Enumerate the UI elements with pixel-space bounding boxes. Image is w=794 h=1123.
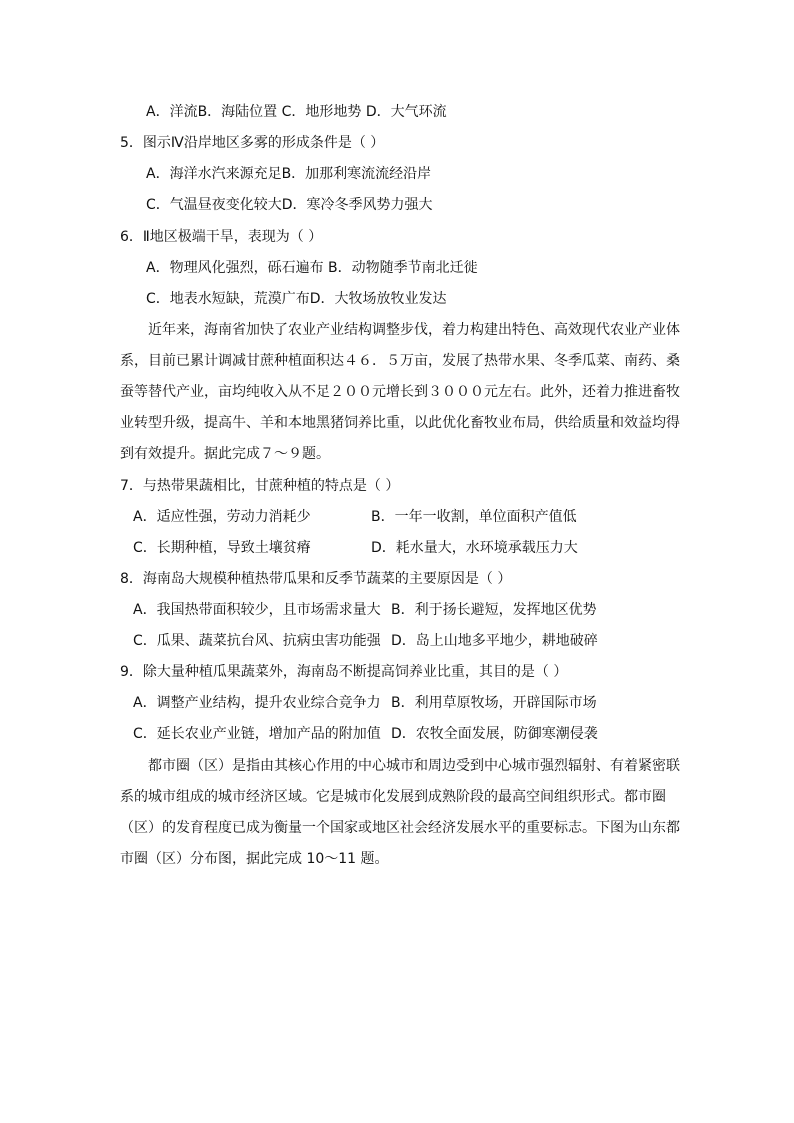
passage1-line: 近年来，海南省加快了农业产业结构调整步伐，着力构建出特色、高效现代农业产业体 xyxy=(148,322,680,338)
q7-stem: 7．与热带果蔬相比，甘蔗种植的特点是（ ） xyxy=(120,478,400,494)
passage2-line: （区）的发育程度已成为衡量一个国家或地区社会经济发展水平的重要标志。下图为山东都 xyxy=(120,820,680,836)
q4-options: A．洋流B．海陆位置 C．地形地势 D．大气环流 xyxy=(146,104,447,120)
q6-stem: 6．Ⅱ地区极端干旱，表现为（ ） xyxy=(120,229,323,245)
q9-option-b: B．利用草原牧场，开辟国际市场 xyxy=(391,695,597,711)
q5-stem: 5．图示Ⅳ沿岸地区多雾的形成条件是（ ） xyxy=(120,135,385,151)
q8-stem: 8．海南岛大规模种植热带瓜果和反季节蔬菜的主要原因是（ ） xyxy=(120,571,512,587)
passage2-line: 市圈（区）分布图，据此完成 10～11 题。 xyxy=(120,851,389,867)
q8-option-a: A．我国热带面积较少，且市场需求量大 xyxy=(133,602,381,618)
q8-option-c: C．瓜果、蔬菜抗台风、抗病虫害功能强 xyxy=(133,633,381,649)
passage1-line: 业转型升级，提高牛、羊和本地黑猪饲养比重，以此优化畜牧业布局，供给质量和效益均得 xyxy=(120,415,680,431)
q5-options-cd: C．气温昼夜变化较大D．寒冷冬季风势力强大 xyxy=(146,197,433,213)
q5-options-ab: A．海洋水汽来源充足B．加那利寒流流经沿岸 xyxy=(146,166,432,182)
passage2-line: 都市圈（区）是指由其核心作用的中心城市和周边受到中心城市强烈辐射、有着紧密联 xyxy=(148,758,680,774)
q7-option-d: D．耗水量大，水环境承载压力大 xyxy=(371,540,578,556)
q9-stem: 9．除大量种植瓜果蔬菜外，海南岛不断提高饲养业比重，其目的是（ ） xyxy=(120,664,568,680)
passage1-line: 系，目前已累计调减甘蔗种植面积达４６．５万亩，发展了热带水果、冬季瓜菜、南药、桑 xyxy=(120,353,680,369)
q9-option-d: D．农牧全面发展，防御寒潮侵袭 xyxy=(391,726,598,742)
passage1-line: 蚕等替代产业，亩均纯收入从不足２００元增长到３０００元左右。此外，还着力推进畜牧 xyxy=(120,384,680,400)
q7-option-c: C．长期种植，导致土壤贫瘠 xyxy=(133,540,311,556)
passage1-line: 到有效提升。据此完成７～９题。 xyxy=(120,446,330,462)
q7-option-a: A．适应性强，劳动力消耗少 xyxy=(133,509,311,525)
q6-options-ab: A．物理风化强烈，砾石遍布 B．动物随季节南北迁徙 xyxy=(146,260,478,276)
q6-options-cd: C．地表水短缺，荒漠广布D．大牧场放牧业发达 xyxy=(146,291,447,307)
q9-option-a: A．调整产业结构，提升农业综合竞争力 xyxy=(133,695,381,711)
q8-option-b: B．利于扬长避短，发挥地区优势 xyxy=(391,602,597,618)
q9-option-c: C．延长农业产业链，增加产品的附加值 xyxy=(133,726,381,742)
passage2-line: 系的城市组成的城市经济区域。它是城市化发展到成熟阶段的最高空间组织形式。都市圈 xyxy=(120,789,666,805)
q7-option-b: B．一年一收割，单位面积产值低 xyxy=(371,509,577,525)
q8-option-d: D．岛上山地多平地少，耕地破碎 xyxy=(391,633,598,649)
